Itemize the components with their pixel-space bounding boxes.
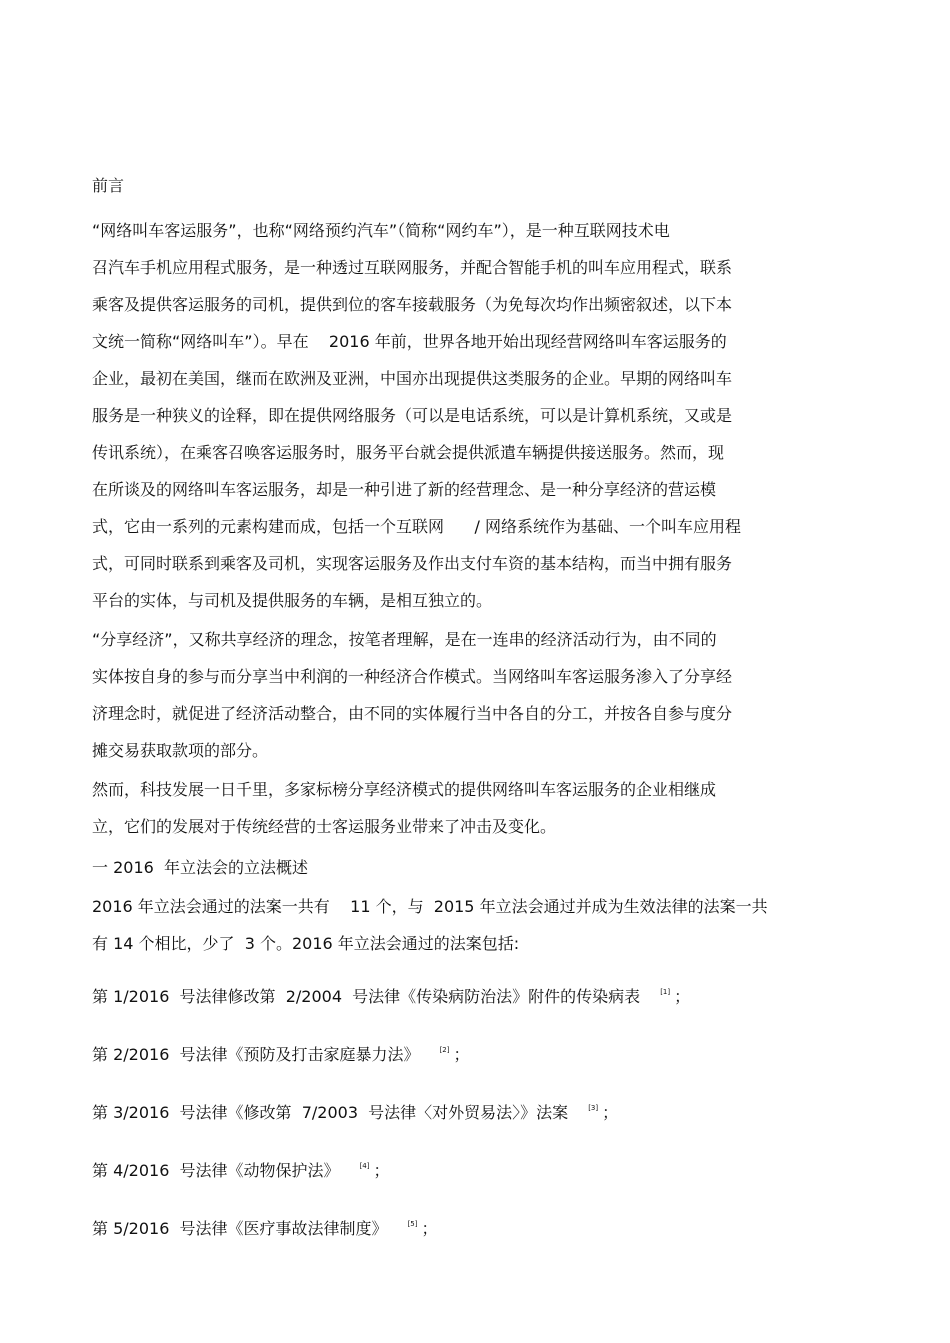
paragraph-line: 摊交易获取款项的部分。: [92, 741, 269, 760]
footnote-ref[interactable]: [4]: [359, 1162, 370, 1170]
paragraph-line: 文统一简称“网络叫车”）。早在 2016 年前，世界各地开始出现经营网络叫车客运服务的: [92, 332, 727, 351]
paragraph-2: [92, 621, 852, 769]
footnote-ref[interactable]: [2]: [439, 1046, 450, 1054]
paragraph-line: 式，可同时联系到乘客及司机，实现客运服务及作出支付车资的基本结构，而当中拥有服务: [92, 554, 733, 573]
document-page: [92, 176, 852, 1239]
preface-title: 前言: [92, 176, 125, 195]
paragraph-line: 在所谈及的网络叫车客运服务，却是一种引进了新的经营理念、是一种分享经济的营运模: [92, 480, 717, 499]
paragraph-line: 平台的实体，与司机及提供服务的车辆，是相互独立的。: [92, 591, 493, 610]
paragraph-line: 立，它们的发展对于传统经营的士客运服务业带来了冲击及变化。: [92, 817, 557, 836]
law-item: 第 5/2016 号法律《医疗事故法律制度》 [5] ；: [92, 1219, 438, 1238]
paragraph-line: 乘客及提供客运服务的司机，提供到位的客车接载服务（为免每次均作出频密叙述，以下本: [92, 295, 733, 314]
paragraph-line: “分享经济”，又称共享经济的理念，按笔者理解，是在一连串的经济活动行为，由不同的: [92, 630, 717, 649]
paragraph-line: 实体按自身的参与而分享当中利润的一种经济合作模式。当网络叫车客运服务渗入了分享经: [92, 667, 733, 686]
footnote-ref[interactable]: [1]: [660, 988, 671, 996]
paragraph-line: 2016 年立法会通过的法案一共有 11 个，与 2015 年立法会通过并成为生效法律的法案一共: [92, 897, 768, 916]
law-item: 第 1/2016 号法律修改第 2/2004 号法律《传染病防治法》附件的传染病表 [1] ；: [92, 987, 691, 1006]
paragraph-line: 服务是一种狭义的诠释，即在提供网络服务（可以是电话系统，可以是计算机系统，又或是: [92, 406, 733, 425]
section-title: 一 2016 年立法会的立法概述: [92, 858, 308, 877]
paragraph-4: [92, 888, 852, 962]
paragraph-line: 有 14 个相比，少了 3 个。2016 年立法会通过的法案包括:: [92, 934, 520, 953]
law-item: 第 3/2016 号法律《修改第 7/2003 号法律〈对外贸易法〉》法案 [3] ；: [92, 1103, 619, 1122]
law-item: 第 2/2016 号法律《预防及打击家庭暴力法》 [2] ；: [92, 1045, 470, 1064]
law-item: 第 4/2016 号法律《动物保护法》 [4] ；: [92, 1161, 390, 1180]
footnote-ref[interactable]: [5]: [407, 1220, 418, 1228]
footnote-ref[interactable]: [3]: [588, 1104, 599, 1112]
paragraph-3: [92, 771, 852, 845]
paragraph-line: 企业，最初在美国，继而在欧洲及亚洲，中国亦出现提供这类服务的企业。早期的网络叫车: [92, 369, 733, 388]
paragraph-line: 然而，科技发展一日千里，多家标榜分享经济模式的提供网络叫车客运服务的企业相继成: [92, 780, 717, 799]
paragraph-line: 传讯系统），在乘客召唤客运服务时，服务平台就会提供派遣车辆提供接送服务。然而，现: [92, 443, 725, 462]
paragraph-line: 济理念时，就促进了经济活动整合，由不同的实体履行当中各自的分工，并按各自参与度分: [92, 704, 733, 723]
paragraph-line: 召汽车手机应用程式服务，是一种透过互联网服务，并配合智能手机的叫车应用程式，联系: [92, 258, 733, 277]
paragraph-line: “网络叫车客运服务”，也称“网络预约汽车”（简称“网约车”），是一种互联网技术电: [92, 221, 670, 240]
paragraph-line: 式，它由一系列的元素构建而成，包括一个互联网 / 网络系统作为基础、一个叫车应用程: [92, 517, 741, 536]
paragraph-1: [92, 212, 852, 619]
